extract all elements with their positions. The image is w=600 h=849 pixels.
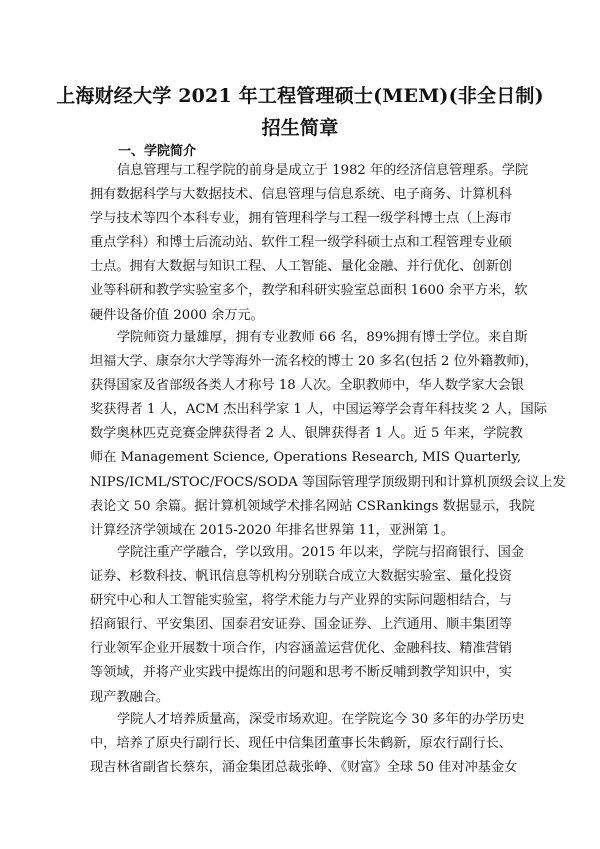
paragraph-line: 奖获得者 1 人，ACM 杰出科学家 1 人，中国运筹学会青年科技奖 2 人，国际	[90, 402, 547, 418]
paragraph-line: 业等科研和教学实验室多个，教学和科研实验室总面积 1600 余平方米，软	[90, 283, 528, 299]
section-heading-college-intro: 一、学院简介	[118, 144, 197, 159]
document-title-line-2: 招生简章	[261, 117, 339, 139]
paragraph-line: 研究中心和人工智能实验室，将学术能力与产业界的实际问题相结合，与	[90, 593, 512, 609]
paragraph-line: 学院注重产学融合，学以致用。2015 年以来，学院与招商银行、国金	[117, 545, 525, 560]
paragraph-line: 获得国家及省部级各类人才称号 18 人次。全职教师中，华人数学家大会银	[90, 378, 524, 394]
paragraph-line: 数学奥林匹克竞赛金牌获得者 2 人、银牌获得者 1 人。近 5 年来，学院教	[90, 426, 523, 442]
paragraph-line: 拥有数据科学与大数据技术、信息管理与信息系统、电子商务、计算机科	[90, 187, 512, 203]
paragraph-2	[90, 326, 566, 543]
paragraph-line: 行业领军企业开展数十项合作，内容涵盖运营优化、金融科技、精准营销	[90, 641, 512, 657]
paragraph-line: 等领域，并将产业实践中提炼出的问题和思考不断反哺到教学知识中，实	[90, 665, 512, 681]
paragraph-line: 中，培养了原央行副行长、现任中信集团董事长朱鹤新，原农行副行长、	[90, 736, 512, 752]
paragraph-4	[90, 708, 525, 780]
paragraph-line: 学与技术等四个本科专业，拥有管理科学与工程一级学科博士点（上海市	[90, 211, 512, 227]
paragraph-line: 学院师资力量雄厚，拥有专业教师 66 名，89%拥有博士学位。来自斯	[117, 330, 528, 345]
paragraph-line: 计算经济学领域在 2015-2020 年排名世界第 11，亚洲第 1。	[90, 522, 455, 538]
paragraph-line: 招商银行、平安集团、国泰君安证券、国金证券、上汽通用、顺丰集团等	[90, 617, 512, 633]
paragraph-line: 学院人才培养质量高，深受市场欢迎。在学院迄今 30 多年的办学历史	[117, 712, 525, 727]
paragraph-line: 信息管理与工程学院的前身是成立于 1982 年的经济信息管理系。学院	[117, 163, 529, 178]
paragraph-line: 现吉林省副省长蔡东，涌金集团总裁张峥、《财富》全球 50 佳对冲基金女	[90, 760, 518, 776]
paragraph-line: 士点。拥有大数据与知识工程、人工智能、量化金融、并行优化、创新创	[90, 259, 512, 275]
document-title-line-1: 上海财经大学 2021 年工程管理硕士(MEM)(非全日制)	[56, 85, 544, 107]
paragraph-line: 重点学科）和博士后流动站、软件工程一级学科硕士点和工程管理专业硕	[90, 235, 512, 251]
paragraph-line: 证券、杉数科技、帆讯信息等机构分别联合成立大数据实验室、量化投资	[90, 569, 512, 585]
paragraph-line: 表论文 50 余篇。据计算机领域学术排名网站 CSRankings 数据显示，我院	[90, 498, 535, 514]
paragraph-line: 硬件设备价值 2000 余万元。	[90, 307, 264, 323]
paragraph-line: 师在 Management Science, Operations Research, MIS Quarterly,	[90, 450, 522, 466]
paragraph-1	[90, 159, 529, 328]
paragraph-line: 坦福大学、康奈尔大学等海外一流名校的博士 20 多名(包括 2 位外籍教师)，	[90, 354, 538, 370]
paragraph-line: 现产教融合。	[90, 689, 170, 705]
paragraph-line: NIPS/ICML/STOC/FOCS/SODA 等国际管理学顶级期刊和计算机顶级会议上发	[90, 474, 566, 490]
paragraph-3	[90, 541, 525, 710]
